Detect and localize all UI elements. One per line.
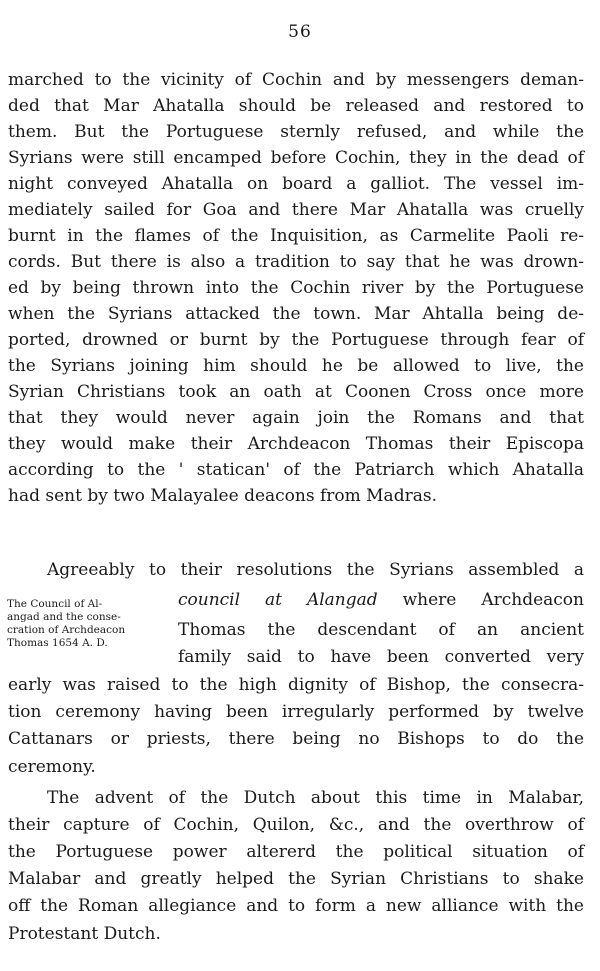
sidenote-line: angad and the conse- [7, 611, 121, 623]
council-at-alangad-italic: council at Alangad [178, 590, 378, 610]
paragraph-line: had sent by two Malayalee deacons from Madras. [8, 486, 437, 506]
paragraph-line: them. But the Portuguese sternly refused, and while the [8, 122, 584, 142]
paragraph-line: their capture of Cochin, Quilon, &c., and the overthrow of [8, 815, 584, 835]
paragraph-line: Agreeably to their resolutions the Syrians assembled a [47, 560, 584, 580]
paragraph-line: Syrians were still encamped before Cochin, they in the dead of [8, 148, 584, 168]
sidenote-line: cration of Archdeacon [7, 624, 126, 636]
paragraph-line: when the Syrians attacked the town. Mar Ahtalla being de- [8, 304, 584, 324]
paragraph-line: night conveyed Ahatalla on board a galliot. The vessel im- [8, 174, 584, 194]
paragraph-line: ded that Mar Ahatalla should be released and restored to [8, 96, 584, 116]
paragraph-line: burnt in the flames of the Inquisition, as Carmelite Paoli re- [8, 226, 584, 246]
paragraph-line: Thomas the descendant of an ancient [178, 620, 584, 640]
paragraph-line: marched to the vicinity of Cochin and by messengers deman- [8, 70, 584, 90]
paragraph-line: The advent of the Dutch about this time in Malabar, [47, 788, 584, 808]
paragraph-line: Malabar and greatly helped the Syrian Christians to shake [8, 869, 584, 889]
paragraph-line: cords. But there is also a tradition to say that he was drown- [8, 252, 584, 272]
margin-sidenote [7, 598, 167, 650]
paragraph-line: mediately sailed for Goa and there Mar Ahatalla was cruelly [8, 200, 584, 220]
paragraph-line: ceremony. [8, 757, 96, 777]
sidenote-line: Thomas 1654 A. D. [7, 637, 108, 649]
paragraph-line: ed by being thrown into the Cochin river by the Portuguese [8, 278, 584, 298]
paragraph-line: according to the ' statican' of the Patriarch which Ahatalla [8, 460, 584, 480]
paragraph-line: tion ceremony having been irregularly performed by twelve [8, 702, 584, 722]
paragraph-line: off the Roman allegiance and to form a new alliance with the [8, 896, 584, 916]
paragraph-line: Protestant Dutch. [8, 924, 161, 944]
paragraph-line: Syrian Christians took an oath at Coonen Cross once more [8, 382, 584, 402]
paragraph-line: they would make their Archdeacon Thomas their Episcopa [8, 434, 584, 454]
paragraph-line: early was raised to the high dignity of Bishop, the consecra- [8, 675, 584, 695]
paragraph-line [178, 588, 584, 612]
paragraph-line: family said to have been converted very [178, 647, 584, 667]
paragraph-line: the Portuguese power altererd the political situation of [8, 842, 584, 862]
page-number: 56 [288, 22, 312, 42]
paragraph-text: where Archdeacon [377, 590, 584, 610]
sidenote-line: The Council of Al- [7, 598, 103, 610]
paragraph-line: that they would never again join the Romans and that [8, 408, 584, 428]
paragraph-line: Cattanars or priests, there being no Bishops to do the [8, 729, 584, 749]
paragraph-line: ported, drowned or burnt by the Portuguese through fear of [8, 330, 584, 350]
paragraph-line: the Syrians joining him should he be allowed to live, the [8, 356, 584, 376]
